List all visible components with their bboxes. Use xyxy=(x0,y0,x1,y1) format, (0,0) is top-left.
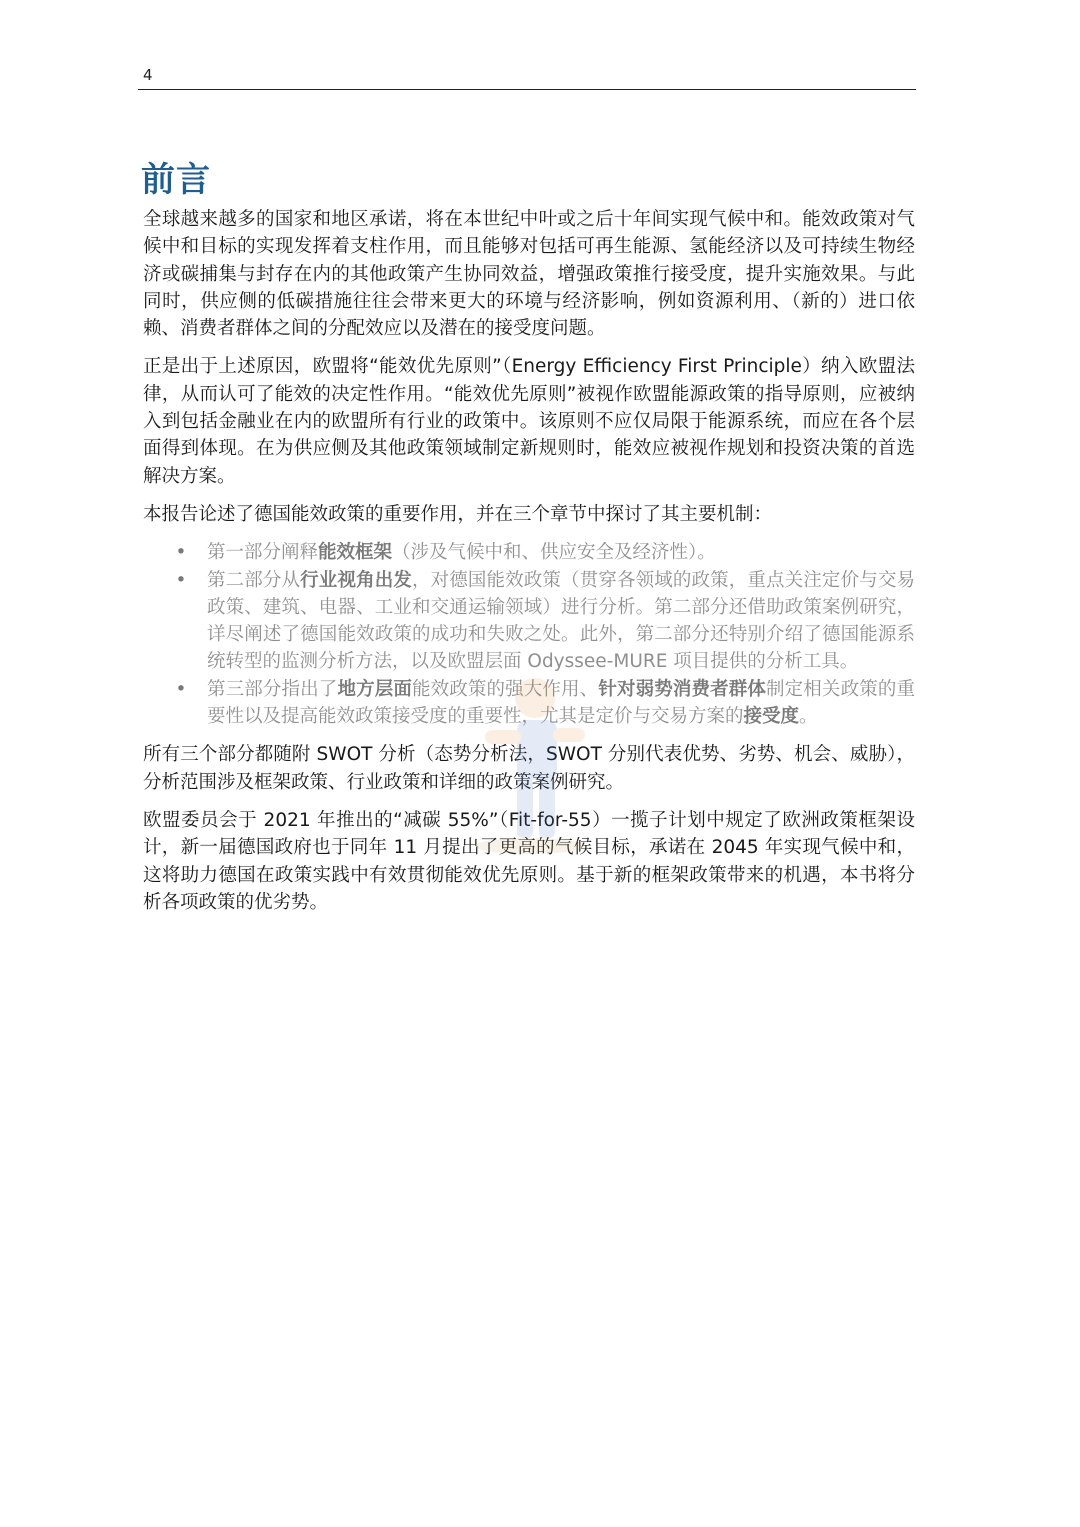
chapter-list xyxy=(143,539,915,730)
bullet-text: 第二部分从 xyxy=(207,569,301,591)
bullet-text: 第三部分指出了 xyxy=(207,678,338,700)
bullet-bold-text: 地方层面 xyxy=(337,678,412,700)
body-content xyxy=(143,206,915,927)
bullet-bold-text: 接受度 xyxy=(743,706,800,728)
paragraph-intro: 全球越来越多的国家和地区承诺，将在本世纪中叶或之后十年间实现气候中和。能效政策对气候中和目标的实现发挥着支柱作用，而且能够对包括可再生能源、氢能经济以及可持续生物经济或碳捕集与封存在内的其他政策产生协同效益，增强政策推行接受度，提升实施效果。与此同时，供应侧的低碳措施往往会带来更大的环境与经济影响，例如资源利用、（新的）进口依赖、消费者群体之间的分配效应以及潜在的接受度问题。 xyxy=(143,209,915,340)
paragraph-swot: 所有三个部分都随附 SWOT 分析（态势分析法，SWOT 分别代表优势、劣势、机会、威胁），分析范围涉及框架政策、行业政策和详细的政策案例研究。 xyxy=(143,744,915,793)
header-rule xyxy=(138,89,916,90)
list-item-part-two xyxy=(143,567,915,676)
paragraph-fit-for-55: 欧盟委员会于 2021 年推出的“减碳 55%”（Fit-for-55）一揽子计划中规定了欧洲政策框架设计，新一届德国政府也于同年 11 月提出了更高的气候目标，承诺在 2045 年实现气候中和，这将助力德国在政策实践中有效贯彻能效优先原则。基于新的框架政策带来的机遇，本书将分析各项政策的优劣势。 xyxy=(143,809,915,913)
list-item-part-one xyxy=(143,539,915,566)
bullet-icon: • xyxy=(175,569,187,591)
bullet-text: 制定相关政策的重要性以及提高能效政策接受度的重要性，尤其是定价与交易方案的 xyxy=(207,678,915,728)
bullet-text: 能效政策的强大作用、 xyxy=(411,678,599,700)
page-number: 4 xyxy=(143,66,153,84)
bullet-bold-text: 针对弱势消费者群体 xyxy=(598,678,767,700)
bullet-icon: • xyxy=(175,678,187,700)
bullet-bold-text: 能效框架 xyxy=(318,542,393,564)
paragraph-eu-principle: 正是出于上述原因，欧盟将“能效优先原则”（Energy Efficiency First Principle）纳入欧盟法律，从而认可了能效的决定性作用。“能效优先原则”被视作欧盟能源政策的指导原则，应被纳入到包括金融业在内的欧盟所有行业的政策中。该原则不应仅局限于能源系统，而应在各个层面得到体现。在为供应侧及其他政策领域制定新规则时，能效应被视作规划和投资决策的首选解决方案。 xyxy=(143,356,915,487)
bullet-text: （涉及气候中和、供应安全及经济性）。 xyxy=(392,542,716,564)
list-item-part-three xyxy=(143,676,915,731)
bullet-text: ，对德国能效政策（贯穿各领域的政策，重点关注定价与交易政策、建筑、电器、工业和交通运输领域）进行分析。第二部分还借助政策案例研究，详尽阐述了德国能效政策的成功和失败之处。此外，第二部分还特别介绍了德国能源系统转型的监测分析方法，以及欧盟层面 Odyssee-MURE 项目提供的分析工具。 xyxy=(207,569,915,673)
bullet-text: 。 xyxy=(799,706,818,728)
bullet-bold-text: 行业视角出发 xyxy=(300,569,412,591)
paragraph-report-overview: 本报告论述了德国能效政策的重要作用，并在三个章节中探讨了其主要机制： xyxy=(143,503,773,525)
bullet-icon: • xyxy=(175,542,187,564)
page-title: 前言 xyxy=(141,160,211,200)
bullet-text: 第一部分阐释 xyxy=(207,542,319,564)
